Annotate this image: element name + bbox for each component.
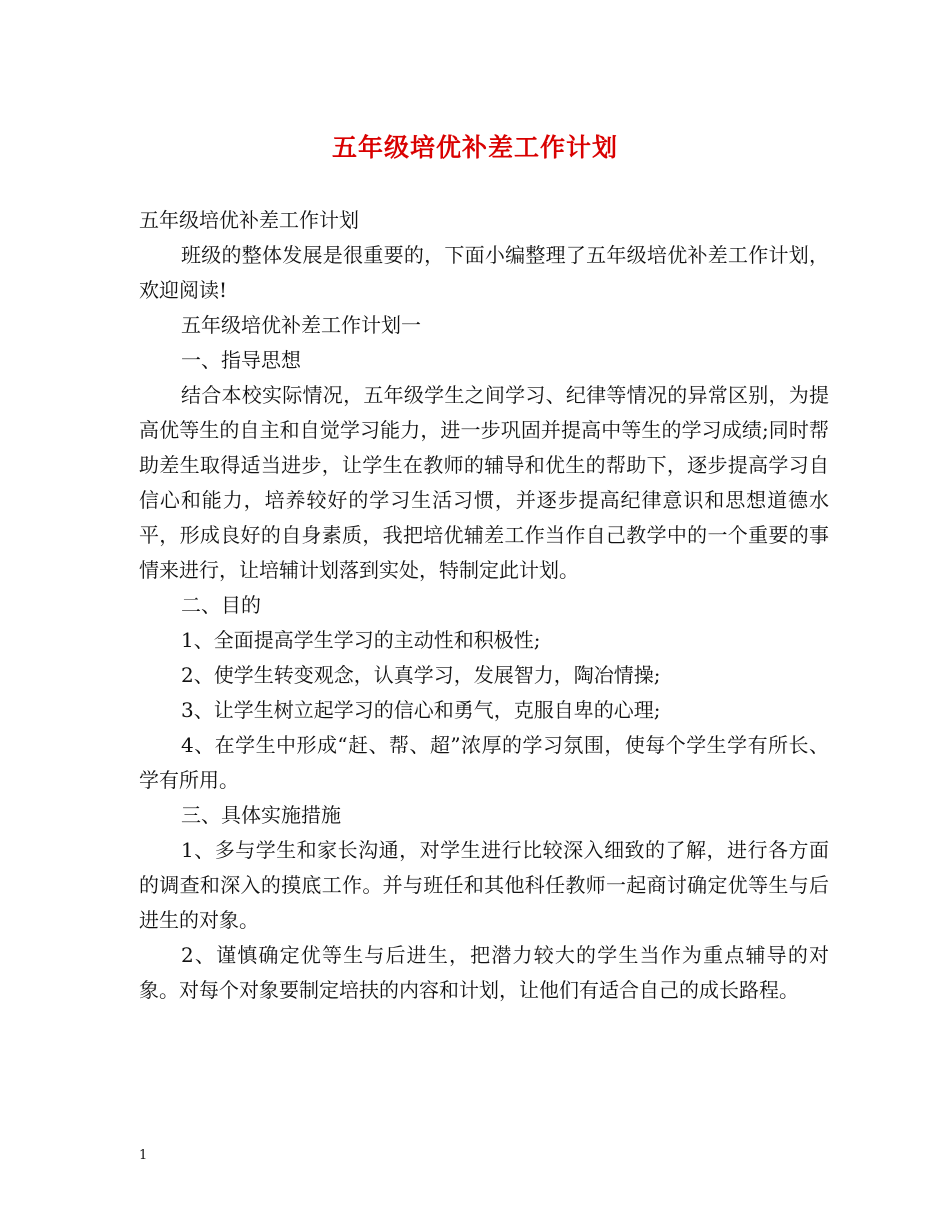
measure-item-1: 1、多与学生和家长沟通，对学生进行比较深入细致的了解，进行各方面的调查和深入的摸底工作。并与班任和其他科任教师一起商讨确定优等生与后进生的对象。 (139, 838, 829, 932)
document-title: 五年级培优补差工作计划 (331, 133, 618, 162)
purpose-item-4: 4、在学生中形成“赶、帮、超”浓厚的学习氛围，使每个学生学有所长、学有所用。 (139, 733, 829, 792)
purpose-item-2: 2、使学生转变观念，认真学习，发展智力，陶冶情操; (181, 663, 661, 687)
section-heading-guiding-ideas: 一、指导思想 (181, 348, 301, 372)
document-body (139, 203, 829, 1008)
paragraph-plan-one: 五年级培优补差工作计划一 (181, 313, 421, 337)
section-heading-measures: 三、具体实施措施 (181, 803, 341, 827)
page-number: 1 (139, 1148, 148, 1163)
purpose-item-1: 1、全面提高学生学习的主动性和积极性; (181, 628, 541, 652)
section-heading-purpose: 二、目的 (181, 593, 261, 617)
purpose-item-3: 3、让学生树立起学习的信心和勇气，克服自卑的心理; (181, 698, 661, 722)
paragraph-guiding-ideas: 结合本校实际情况，五年级学生之间学习、纪律等情况的异常区别，为提高优等生的自主和自觉学习能力，进一步巩固并提高中等生的学习成绩;同时帮助差生取得适当进步，让学生在教师的辅导和优生的帮助下，逐步提高学习自信心和能力，培养较好的学习生活习惯，并逐步提高纪律意识和思想道德水平，形成良好的自身素质，我把培优辅差工作当作自己教学中的一个重要的事情来进行，让培辅计划落到实处，特制定此计划。 (139, 383, 829, 582)
paragraph-intro: 班级的整体发展是很重要的，下面小编整理了五年级培优补差工作计划，欢迎阅读! (139, 243, 829, 302)
measure-item-2: 2、谨慎确定优等生与后进生，把潜力较大的学生当作为重点辅导的对象。对每个对象要制定培扶的内容和计划，让他们有适合自己的成长路程。 (139, 943, 829, 1002)
paragraph-heading: 五年级培优补差工作计划 (139, 208, 359, 232)
